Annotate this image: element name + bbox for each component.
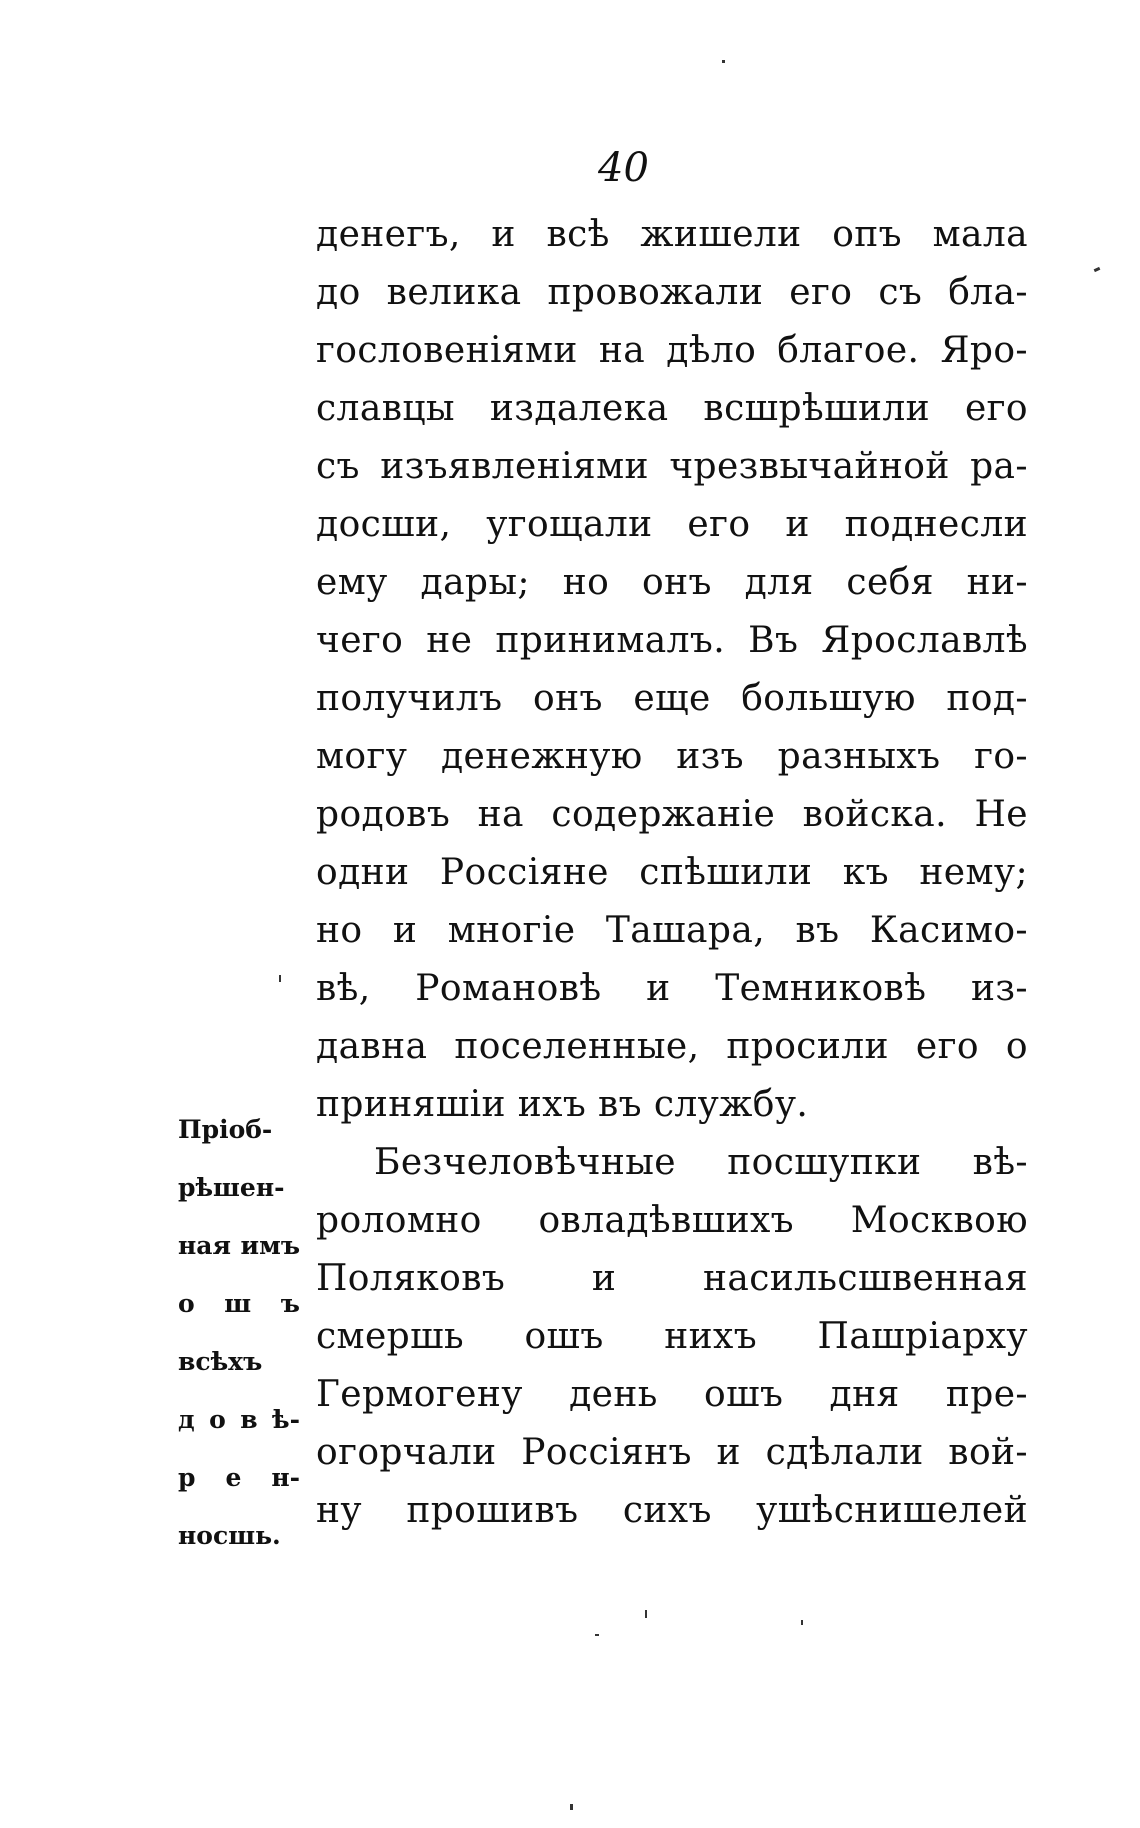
paragraph-start-line: Безчеловѣчные посшупки вѣ-	[374, 1142, 1028, 1183]
page-number: 40	[598, 145, 649, 191]
text-line: но и многіе Ташара, въ Касимо-	[316, 910, 1028, 951]
paragraph-end-line: приняшіи ихъ въ службу.	[316, 1084, 809, 1125]
text-line: ну прошивъ сихъ ушѣснишелей	[316, 1490, 1028, 1531]
margin-note-line: рѣшен-	[178, 1173, 285, 1202]
margin-note-line: ная имъ	[178, 1231, 300, 1260]
text-line: чего не принималъ. Въ Ярославлѣ	[316, 620, 1028, 661]
text-line: получилъ онъ еще большую под-	[316, 678, 1028, 719]
print-speck	[570, 1804, 573, 1810]
margin-note-line: д о в ѣ-	[178, 1405, 300, 1434]
print-speck	[595, 1634, 599, 1636]
margin-note-line: Пріоб-	[178, 1115, 273, 1144]
text-line: вѣ, Романовѣ и Темниковѣ из-	[316, 968, 1028, 1009]
text-line: родовъ на содержаніе войска. Не	[316, 794, 1028, 835]
text-line: давна поселенные, просили его о	[316, 1026, 1028, 1067]
text-line: Поляковъ и насильсшвенная	[316, 1258, 1028, 1299]
print-speck	[1094, 267, 1101, 272]
text-line: гословеніями на дѣло благое. Яро-	[316, 330, 1028, 371]
print-speck	[279, 975, 281, 982]
text-line: смершь ошъ нихъ Пашріарху	[316, 1316, 1028, 1357]
main-text-block	[316, 206, 1028, 1540]
text-line: денегъ, и всѣ жишели опъ мала	[316, 214, 1028, 255]
text-line: ему дары; но онъ для себя ни-	[316, 562, 1028, 603]
text-line: досши, угощали его и поднесли	[316, 504, 1028, 545]
text-line: одни Россіяне спѣшили къ нему;	[316, 852, 1028, 893]
margin-note-line: всѣхъ	[178, 1347, 263, 1376]
text-line: славцы издалека всшрѣшили его	[316, 388, 1028, 429]
print-speck	[801, 1620, 803, 1625]
text-line: Гермогену день ошъ дня пре-	[316, 1374, 1028, 1415]
margin-note-line: р е н-	[178, 1463, 300, 1492]
text-line: съ изъявленіями чрезвычайной ра-	[316, 446, 1028, 487]
text-line: до велика провожали его съ бла-	[316, 272, 1028, 313]
text-line: огорчали Россіянъ и сдѣлали вой-	[316, 1432, 1028, 1473]
margin-note	[178, 1101, 300, 1565]
print-speck	[645, 1610, 647, 1618]
margin-note-line: носшь.	[178, 1521, 281, 1550]
margin-note-line: о ш ъ	[178, 1289, 300, 1318]
print-speck	[722, 60, 725, 63]
text-line: роломно овладѣвшихъ Москвою	[316, 1200, 1028, 1241]
text-line: могу денежную изъ разныхъ го-	[316, 736, 1028, 777]
